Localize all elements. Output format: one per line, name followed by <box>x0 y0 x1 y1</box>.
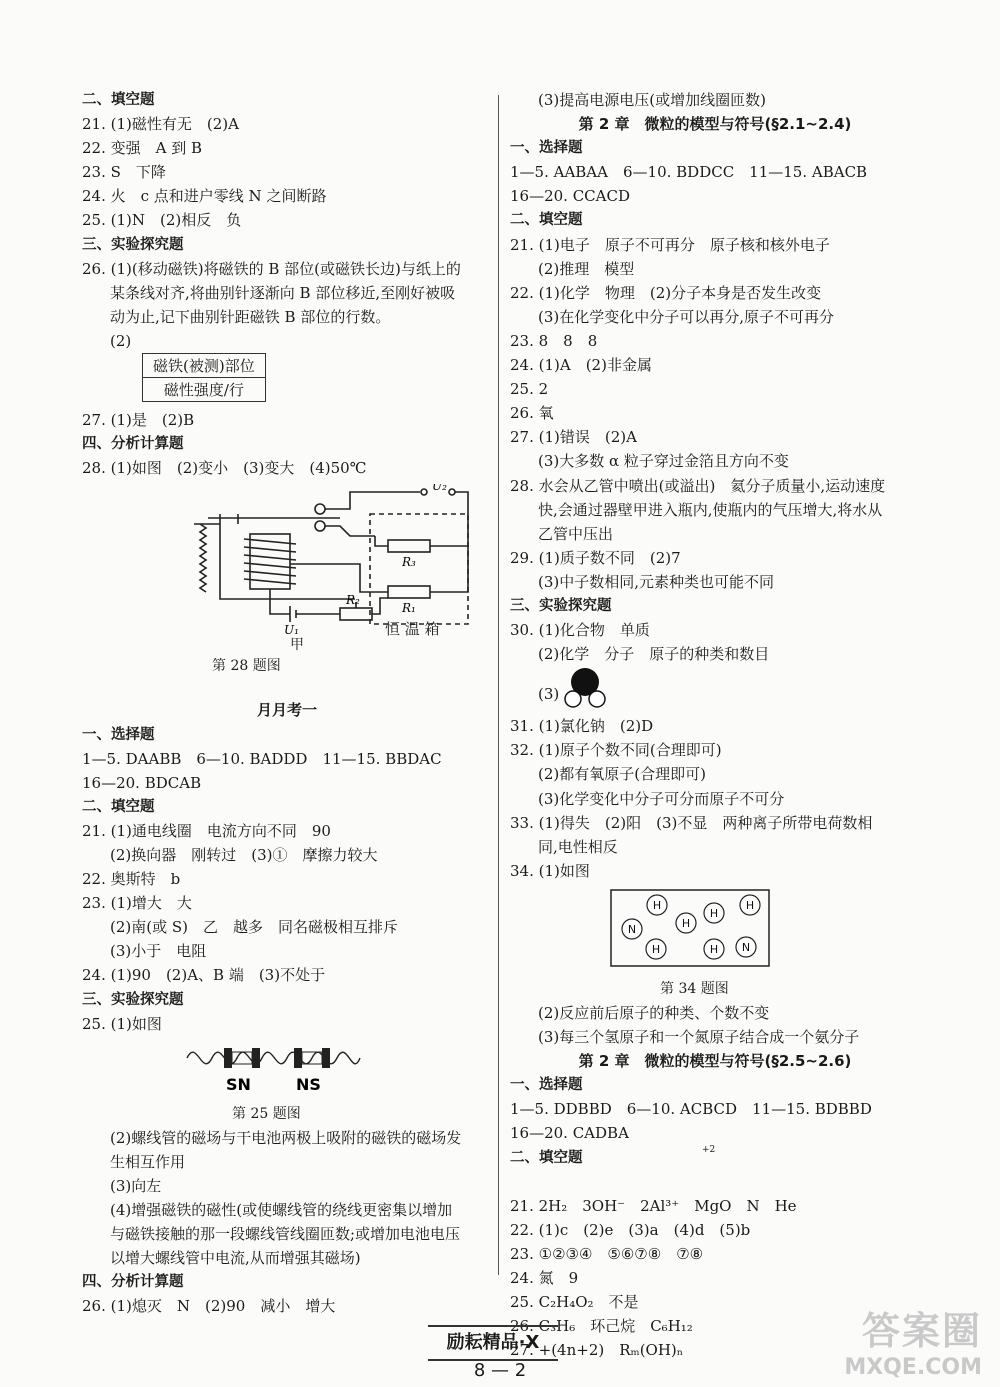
atom-h: H <box>745 898 755 912</box>
answer-line: 与磁铁接触的那一段螺线管线圈匝数;或增加电池电压 <box>110 1225 461 1244</box>
answer-line: 24. 火 c 点和进户零线 N 之间断路 <box>82 187 327 206</box>
right-answers-part2 <box>510 714 920 883</box>
q30-3-model <box>510 666 920 714</box>
answer-line: (2)化学 分子 原子的种类和数目 <box>538 645 770 664</box>
answer-line: 24. (1)90 (2)A、B 端 (3)不处于 <box>82 966 326 985</box>
answer-line: (2)都有氧原子(合理即可) <box>538 765 706 784</box>
answer-line: 某条线对齐,将曲别针逐渐向 B 部位移近,至刚好被吸 <box>110 283 456 302</box>
watermark <box>844 1300 982 1380</box>
answer-line: 16—20. BDCAB <box>82 773 202 792</box>
answer-line: (3)提高电源电压(或增加线圈匝数) <box>538 91 766 109</box>
answer-line: 33. (1)得失 (2)阳 (3)不显 两种离子所带电荷数相 <box>510 813 873 832</box>
answer-line: 三、实验探究题 <box>82 236 184 253</box>
q25-caption: 第 25 题图 <box>232 1105 301 1122</box>
answer-line: (2)反应前后原子的种类、个数不变 <box>538 1004 770 1022</box>
answer-line: 26. (1)(移动磁铁)将磁铁的 B 部位(或磁铁长边)与纸上的 <box>82 259 461 278</box>
answer-line: 三、实验探究题 <box>510 597 612 614</box>
answer-line: (3)大多数 α 粒子穿过金箔且方向不变 <box>538 452 789 471</box>
answer-line: 21. 2H₂ 3OH⁻ 2Al³⁺ MgO N He <box>510 1196 797 1215</box>
answer-line: 二、填空题 <box>82 92 155 108</box>
answer-line: 16—20. CCACD <box>510 187 630 206</box>
answer-line: (2) <box>110 331 132 350</box>
label-r1: R₁ <box>402 601 416 616</box>
answer-line: 一、选择题 <box>510 140 583 157</box>
answer-line: 二、填空题 <box>510 1149 583 1166</box>
answer-line: 25. (1)如图 <box>82 1014 162 1033</box>
left-answers-part4 <box>82 1126 492 1319</box>
answer-line: 乙管中压出 <box>538 524 614 543</box>
answer-line: 29. (1)质子数不同 (2)7 <box>510 548 681 567</box>
answer-line: 21. (1)磁性有无 (2)A <box>82 115 239 134</box>
answer-line: 32. (1)原子个数不同(合理即可) <box>510 741 722 760</box>
answer-line: 16—20. CADBA <box>510 1124 629 1143</box>
label-r2: R₂ <box>346 593 360 608</box>
answer-line: 23. (1)增大 大 <box>82 894 192 913</box>
answer-line: 25. (1)N (2)相反 负 <box>82 211 242 230</box>
answer-line: 快,会通过器壁甲进入瓶内,使瓶内的气压增大,将水从 <box>538 500 883 519</box>
answer-line: 24. (1)A (2)非金属 <box>510 356 652 375</box>
answer-line: 30. (1)化合物 单质 <box>510 621 650 640</box>
answer-line: 24. 氮 9 <box>510 1269 579 1288</box>
answer-line: 28. 水会从乙管中喷出(或溢出) 氦分子质量小,运动速度 <box>510 476 886 495</box>
answer-line: 二、填空题 <box>510 212 583 229</box>
answer-line: 26. 氧 <box>510 404 554 423</box>
answer-line: 28. (1)如图 (2)变小 (3)变大 (4)50℃ <box>82 459 367 478</box>
atom-h: H <box>681 916 691 930</box>
answer-line: 22. (1)c (2)e (3)a (4)d (5)b <box>510 1220 751 1239</box>
left-answers-part3 <box>82 698 492 1035</box>
answer-line: 一、选择题 <box>82 726 155 743</box>
label-u1: U₁ <box>284 623 299 635</box>
mgo-charge: +2 <box>702 1145 716 1155</box>
brand-logo: 励耘精品·X <box>428 1325 558 1361</box>
q28-caption: 第 28 题图 <box>212 658 281 675</box>
label-jia: 甲 <box>290 637 304 654</box>
molecule-model-icon <box>560 666 610 710</box>
answer-line: (3)小于 电阻 <box>110 942 207 961</box>
answer-line: 31. (1)氯化钠 (2)D <box>510 717 654 736</box>
answer-line: 27. (1)错误 (2)A <box>510 428 637 447</box>
answer-line: 22. (1)化学 物理 (2)分子本身是否发生改变 <box>510 283 822 302</box>
label-sn: SN <box>226 1074 251 1094</box>
table-cell: 磁性强度/行 <box>143 378 266 402</box>
answer-line: 34. (1)如图 <box>510 861 590 880</box>
atom-h: H <box>651 942 661 956</box>
answer-line: (3)向左 <box>110 1177 162 1195</box>
answer-line: (3)每三个氢原子和一个氮原子结合成一个氨分子 <box>538 1028 860 1047</box>
atoms-box-svg <box>610 889 770 969</box>
answer-line <box>510 1170 920 1194</box>
answer-line: (2)螺线管的磁场与干电池两极上吸附的磁铁的磁场发 <box>110 1128 462 1147</box>
watermark-url: MXQE.COM <box>844 1355 982 1380</box>
atom-h: H <box>709 906 719 920</box>
atom-n: N <box>741 940 751 954</box>
table-cell: 磁铁(被测)部位 <box>143 354 266 378</box>
answer-line: (3)在化学变化中分子可以再分,原子不可再分 <box>538 307 835 326</box>
answer-line: 第 2 章 微粒的模型与符号(§2.5~2.6) <box>578 1052 852 1071</box>
answer-line: (2)换向器 刚转过 (3)① 摩擦力较大 <box>110 845 378 864</box>
q26-table <box>142 353 266 402</box>
answer-line: 三、实验探究题 <box>82 991 184 1008</box>
answer-line: 第 2 章 微粒的模型与符号(§2.1~2.4) <box>578 115 852 134</box>
answer-line: 23. 8 8 8 <box>510 331 598 350</box>
answer-line: 以增大螺线管中电流,从而增强其磁场) <box>110 1249 361 1268</box>
answer-line: 25. 2 <box>510 380 549 399</box>
answer-line: 同,电性相反 <box>538 837 618 856</box>
label-thermostat-box: 恒 温 箱 <box>385 620 440 639</box>
answer-line: (3)化学变化中分子可分而原子不可分 <box>538 789 785 808</box>
q34-caption: 第 34 题图 <box>660 980 729 997</box>
answer-line: 21. (1)通电线圈 电流方向不同 90 <box>82 821 331 840</box>
answer-line: 四、分析计算题 <box>82 436 184 453</box>
label-r3: R₃ <box>402 555 416 570</box>
answer-line: 23. S 下降 <box>82 163 166 182</box>
answer-line: (4)增强磁铁的磁性(或使螺线管的绕线更密集以增加 <box>110 1201 453 1220</box>
answer-line: 21. (1)电子 原子不可再分 原子核和核外电子 <box>510 235 830 254</box>
left-column <box>82 88 492 1319</box>
q25-coil-diagram <box>182 1038 492 1100</box>
answer-line: 二、填空题 <box>82 798 155 815</box>
circuit-svg <box>180 484 480 634</box>
answer-line: 月月考一 <box>256 701 317 720</box>
right-answers-part1 <box>510 88 920 666</box>
answer-line: 一、选择题 <box>510 1077 583 1094</box>
left-answers-part1 <box>82 88 492 353</box>
answer-line: 23. ①②③④ ⑤⑥⑦⑧ ⑦⑧ <box>510 1244 704 1263</box>
answer-line: (3)中子数相同,元素种类也可能不同 <box>538 572 775 591</box>
answer-line: 1—5. DAABB 6—10. BADDD 11—15. BBDAC <box>82 749 442 768</box>
atom-h: H <box>652 898 662 912</box>
q30-3-label: (3) <box>538 685 560 704</box>
label-u2: U₂ <box>432 484 447 494</box>
answer-line: 生相互作用 <box>110 1152 186 1171</box>
answer-line: 1—5. AABAA 6—10. BDDCC 11—15. ABACB <box>510 163 868 182</box>
left-answers-part2 <box>82 408 492 480</box>
coil-svg <box>182 1038 362 1096</box>
watermark-cn: 答案圈 <box>861 1309 982 1353</box>
answer-line: 27. (1)是 (2)B <box>82 411 195 430</box>
answer-line: 25. C₂H₄O₂ 不是 <box>510 1293 639 1312</box>
answer-line: (2)南(或 S) 乙 越多 同名磁极相互排斥 <box>110 918 398 937</box>
answer-line: 26. C₃H₆ 环己烷 C₆H₁₂ <box>510 1317 693 1336</box>
page-number: 8 — 2 <box>473 1360 527 1381</box>
answer-line: 22. 变强 A 到 B <box>82 139 203 158</box>
q34-diagram <box>610 889 920 973</box>
atom-n: N <box>627 922 637 936</box>
answer-line: 四、分析计算题 <box>82 1274 184 1291</box>
right-column <box>510 88 920 1362</box>
answer-line: (2)推理 模型 <box>538 259 635 278</box>
answer-line: 27. +(4n+2) Rₘ(OH)ₙ <box>510 1341 684 1360</box>
column-divider <box>498 95 499 1275</box>
label-ns: NS <box>296 1074 321 1094</box>
answer-line: 1—5. DDBBD 6—10. ACBCD 11—15. BDBBD <box>510 1100 872 1119</box>
answer-line: 26. (1)熄灭 N (2)90 减小 增大 <box>82 1297 336 1316</box>
answer-line: 22. 奥斯特 b <box>82 870 181 889</box>
atom-h: H <box>709 942 719 956</box>
answer-line: 动为止,记下曲别针距磁铁 B 部位的行数。 <box>110 307 391 326</box>
q28-circuit-diagram <box>180 484 480 654</box>
